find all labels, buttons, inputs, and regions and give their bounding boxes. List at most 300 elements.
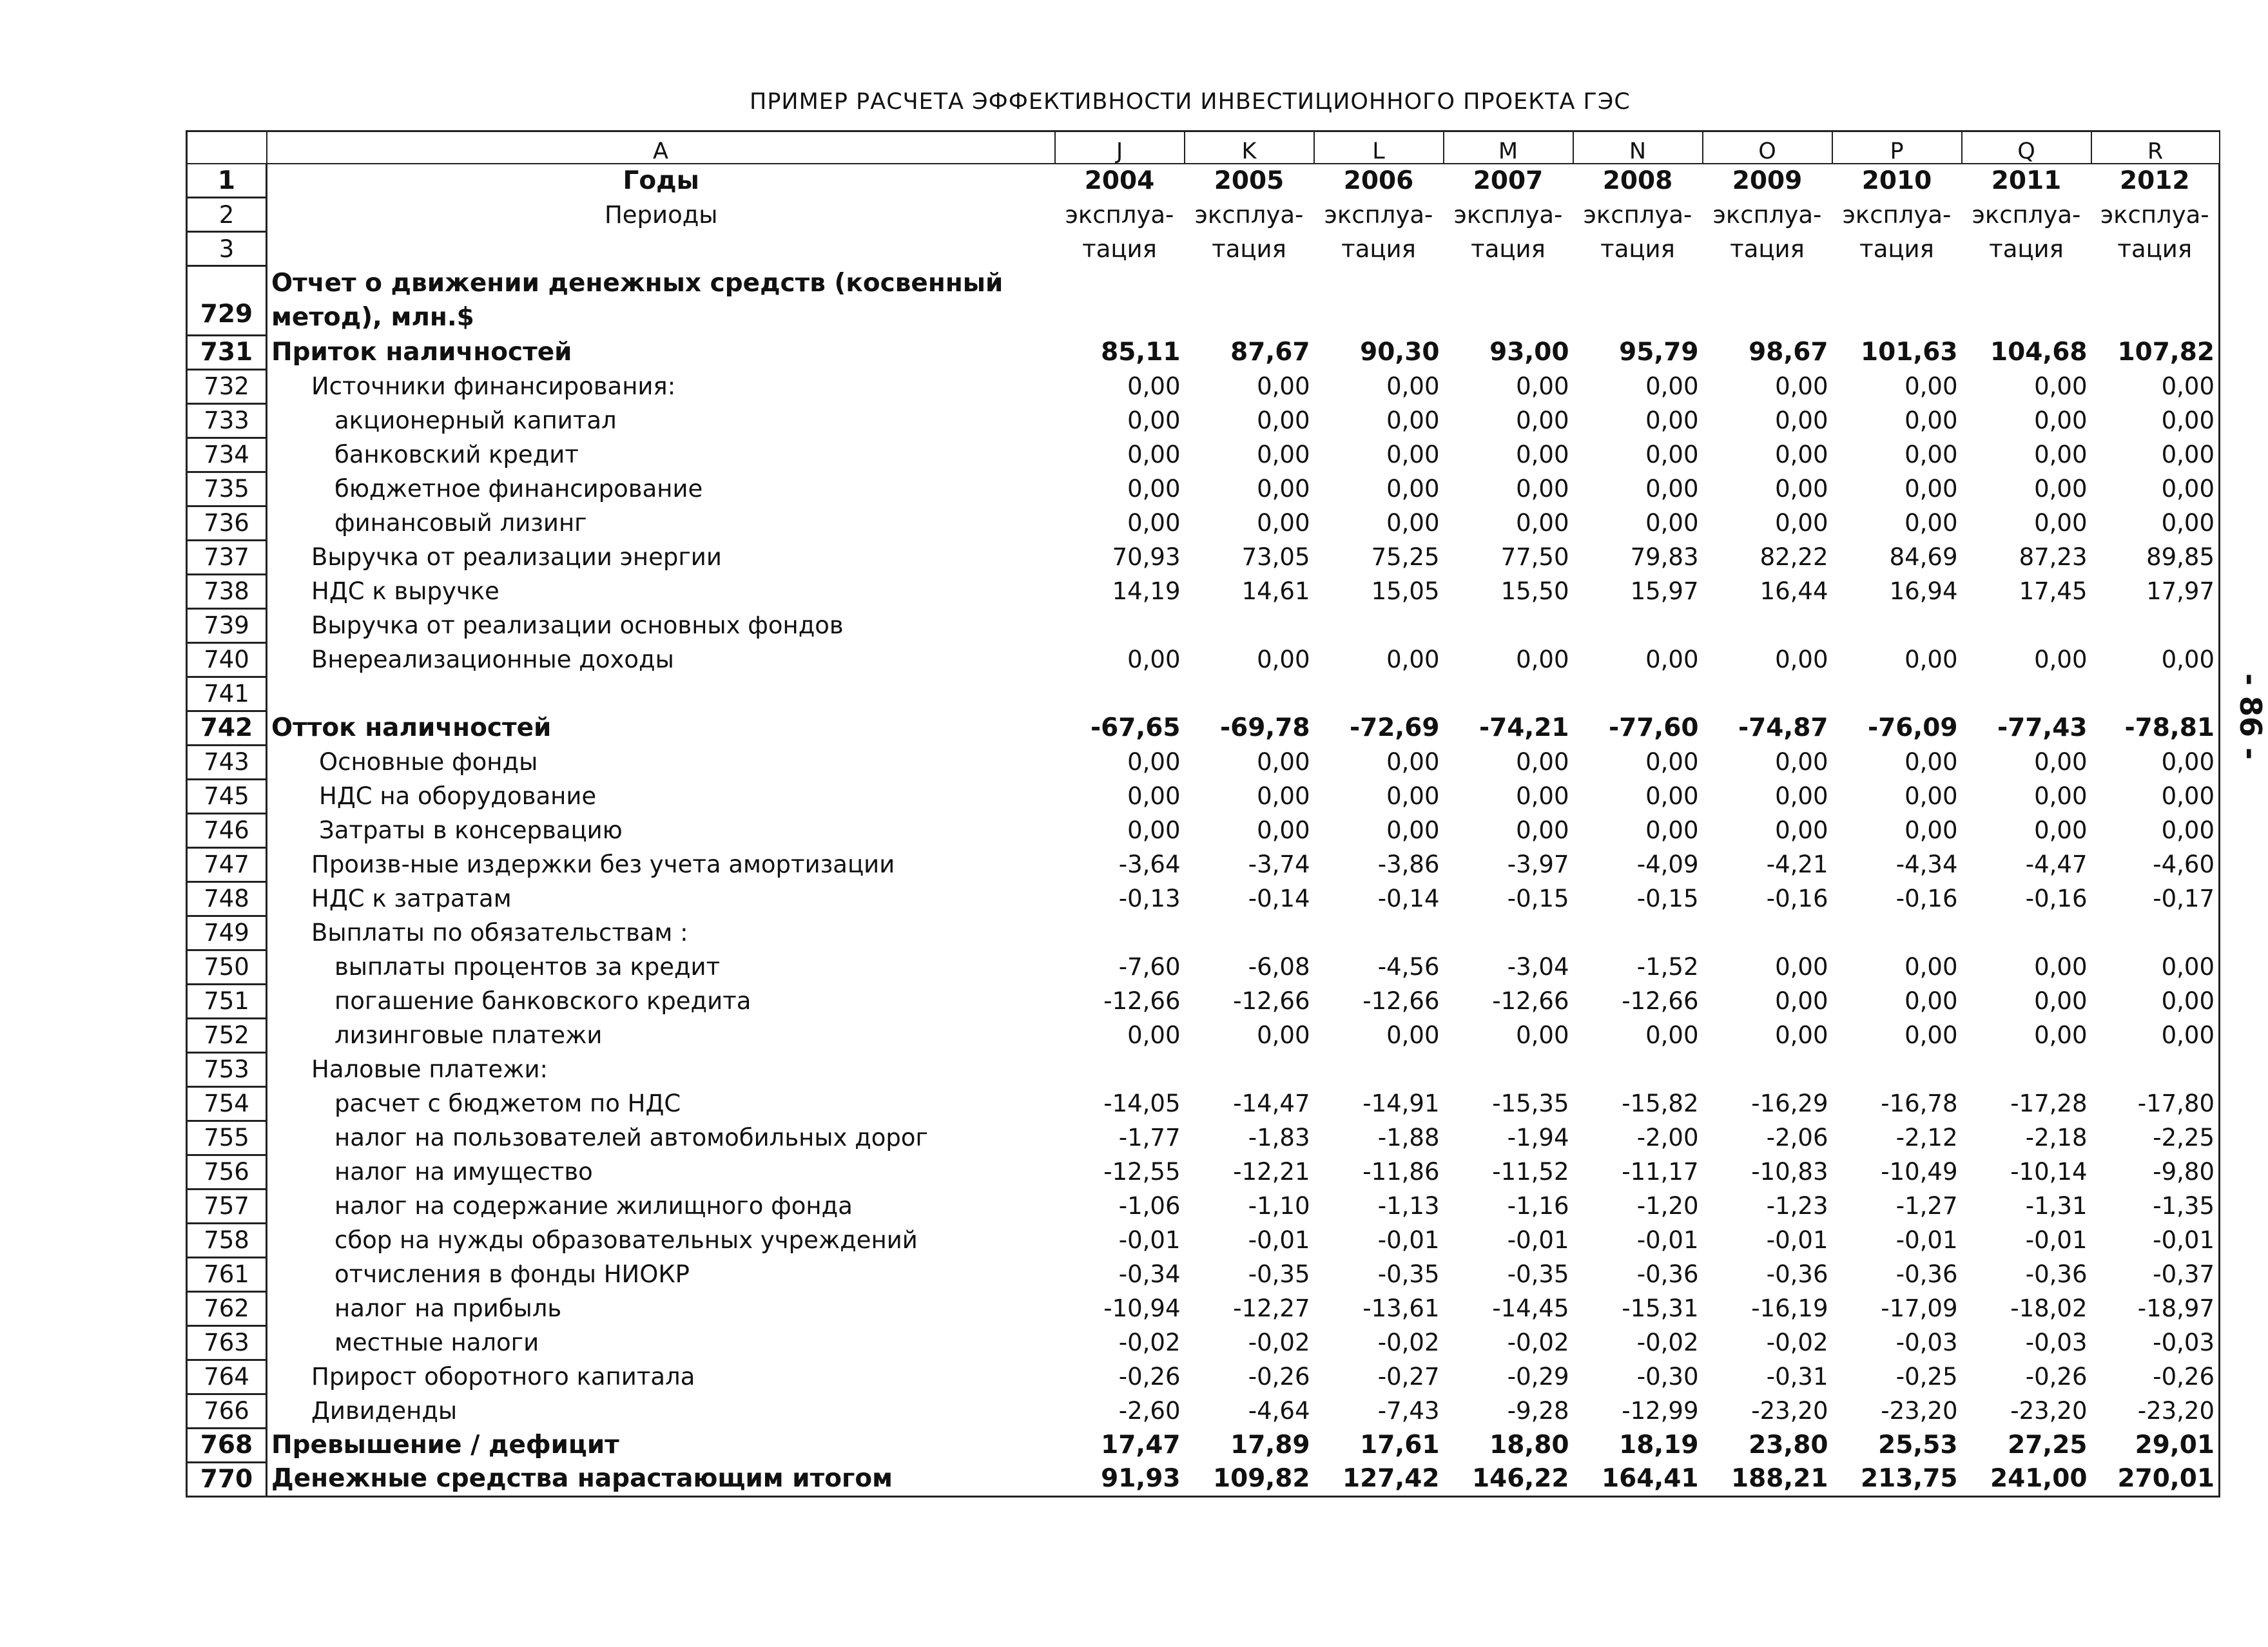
value-cell: 0,00 <box>2034 509 2088 537</box>
row-number: 729 <box>187 266 267 336</box>
table-row <box>187 1189 2220 1223</box>
value-cell: -1,27 <box>1895 1192 1958 1220</box>
row-label: лизинговые платежи <box>334 1021 603 1050</box>
value-cell: -0,01 <box>2025 1226 2088 1255</box>
value-cell: -12,66 <box>1103 987 1181 1016</box>
value-cell: 0,00 <box>1775 372 1828 401</box>
value-cell: -11,52 <box>1492 1158 1569 1186</box>
value-cell: 0,00 <box>1257 441 1310 469</box>
value-cell: 0,00 <box>2091 438 2220 472</box>
value-cell: -0,13 <box>1118 885 1181 913</box>
row-number: 733 <box>187 403 267 438</box>
value-cell: 0,00 <box>1516 372 1569 401</box>
value-cell: 0,00 <box>2034 748 2088 776</box>
value-cell: 127,42 <box>1314 1462 1444 1496</box>
table-row <box>187 1052 2220 1086</box>
row-number: 750 <box>187 950 267 984</box>
value-cell: 0,00 <box>1905 748 1958 776</box>
value-cell: -12,21 <box>1233 1158 1310 1186</box>
value-cell: 0,00 <box>2091 745 2220 779</box>
row-label: Денежные средства нарастающим итогом <box>267 1462 1055 1496</box>
table-row <box>187 403 2220 438</box>
value-cell: 0,00 <box>1905 372 1958 401</box>
table-row <box>187 916 2220 950</box>
value-cell: -11,86 <box>1362 1158 1440 1186</box>
row-number: 762 <box>187 1291 267 1325</box>
value-cell: -3,86 <box>1377 851 1440 879</box>
column-letters-row <box>187 131 2220 164</box>
value-cell: -23,20 <box>2091 1394 2220 1428</box>
table-row <box>187 574 2220 608</box>
row-number: 2 <box>187 198 267 232</box>
header-cell: эксплуа- <box>1583 200 1692 229</box>
value-cell: 0,00 <box>2034 475 2088 503</box>
row-number: 749 <box>187 916 267 950</box>
value-cell: 14,61 <box>1241 577 1310 606</box>
row-label: Отток наличностей <box>271 713 552 743</box>
value-cell: 0,00 <box>1775 475 1828 503</box>
value-cell: -16,29 <box>1751 1090 1828 1118</box>
row-label: банковский кредит <box>334 441 579 469</box>
row-label: отчисления в фонды НИОКР <box>334 1260 690 1289</box>
value-cell: 0,00 <box>1516 509 1569 537</box>
value-cell <box>1573 608 1703 642</box>
value-cell: -10,49 <box>1881 1158 1958 1186</box>
row-number: 763 <box>187 1325 267 1360</box>
value-cell: -12,66 <box>1622 987 1699 1016</box>
value-cell: 0,00 <box>2091 403 2220 438</box>
value-cell: -0,37 <box>2091 1257 2220 1291</box>
value-cell: 0,00 <box>1257 748 1310 776</box>
value-cell: 0,00 <box>1645 1021 1699 1050</box>
table-row <box>187 1086 2220 1121</box>
value-cell: -77,43 <box>1997 713 2088 743</box>
value-cell: -1,31 <box>2025 1192 2088 1220</box>
table-row <box>187 540 2220 574</box>
value-cell: 0,00 <box>1645 646 1699 674</box>
value-cell: 0,00 <box>1127 441 1181 469</box>
value-cell: 0,00 <box>2034 987 2088 1016</box>
value-cell: -23,20 <box>1751 1397 1828 1425</box>
row-number: 3 <box>187 232 267 266</box>
row-label: Дивиденды <box>311 1397 458 1425</box>
value-cell: -9,28 <box>1507 1397 1569 1425</box>
value-cell: 0,00 <box>1386 372 1440 401</box>
section-row <box>187 266 2220 336</box>
value-cell: -2,25 <box>2091 1121 2220 1155</box>
value-cell: -23,20 <box>1881 1397 1958 1425</box>
header-cell: тация <box>1082 235 1157 263</box>
header-cell: 2012 <box>2091 164 2220 198</box>
table-row <box>187 1291 2220 1325</box>
value-cell: 0,00 <box>1127 748 1181 776</box>
row-number: 740 <box>187 642 267 677</box>
value-cell: 0,00 <box>1257 475 1310 503</box>
value-cell: -1,77 <box>1118 1124 1181 1152</box>
value-cell: -0,01 <box>1377 1226 1440 1255</box>
row-number: 745 <box>187 779 267 813</box>
value-cell: -0,01 <box>1248 1226 1310 1255</box>
value-cell: 0,00 <box>1516 646 1569 674</box>
value-cell: 0,00 <box>1905 987 1958 1016</box>
value-cell: 87,23 <box>2019 543 2088 572</box>
value-cell: 17,61 <box>1360 1430 1440 1460</box>
value-cell: -76,09 <box>1867 713 1958 743</box>
row-label: Затраты в консервацию <box>319 816 623 845</box>
row-number: 768 <box>187 1428 267 1462</box>
value-cell: 0,00 <box>1127 782 1181 811</box>
value-cell: 0,00 <box>1645 748 1699 776</box>
row-label: Периоды <box>604 200 718 229</box>
value-cell: -12,55 <box>1103 1158 1181 1186</box>
value-cell: 0,00 <box>1905 816 1958 845</box>
row-label: налог на содержание жилищного фонда <box>334 1192 853 1220</box>
value-cell: 0,00 <box>1645 407 1699 435</box>
value-cell: -2,60 <box>1118 1397 1181 1425</box>
table-row <box>187 1223 2220 1257</box>
header-cell: эксплуа- <box>1972 200 2081 229</box>
value-cell <box>1314 916 1444 950</box>
value-cell: -4,34 <box>1895 851 1958 879</box>
column-letter: A <box>267 131 1055 164</box>
value-cell <box>2091 916 2220 950</box>
table-row <box>187 608 2220 642</box>
row-label: НДС к затратам <box>311 885 512 913</box>
value-cell: 0,00 <box>1516 748 1569 776</box>
value-cell: -10,83 <box>1751 1158 1828 1186</box>
row-label: финансовый лизинг <box>334 509 587 537</box>
value-cell: 0,00 <box>1127 509 1181 537</box>
value-cell: 87,67 <box>1230 338 1310 367</box>
value-cell: 0,00 <box>1127 407 1181 435</box>
value-cell: -0,36 <box>2025 1260 2088 1289</box>
value-cell: 0,00 <box>1775 646 1828 674</box>
value-cell <box>1832 677 1962 711</box>
value-cell: -14,45 <box>1492 1295 1569 1323</box>
value-cell: 16,94 <box>1889 577 1958 606</box>
row-label <box>267 677 1055 711</box>
column-letter: M <box>1444 131 1573 164</box>
value-cell: 93,00 <box>1489 338 1569 367</box>
value-cell: 0,00 <box>1516 441 1569 469</box>
value-cell: 0,00 <box>1516 816 1569 845</box>
value-cell: -77,60 <box>1608 713 1699 743</box>
value-cell: -0,36 <box>1636 1260 1699 1289</box>
row-label: погашение банковского кредита <box>334 987 751 1016</box>
value-cell: 0,00 <box>1645 441 1699 469</box>
value-cell: -0,14 <box>1248 885 1310 913</box>
row-label: бюджетное финансирование <box>334 475 703 503</box>
header-cell: 2006 <box>1343 166 1414 196</box>
row-number: 757 <box>187 1189 267 1223</box>
value-cell: 0,00 <box>1257 509 1310 537</box>
value-cell: 0,00 <box>2034 782 2088 811</box>
page-number: - 86 - <box>2233 673 2268 760</box>
header-cell: тация <box>1730 235 1805 263</box>
value-cell: -17,80 <box>2091 1086 2220 1121</box>
value-cell: -0,26 <box>2025 1363 2088 1391</box>
row-number: 732 <box>187 369 267 403</box>
header-cell: 2010 <box>1861 166 1932 196</box>
value-cell: -14,47 <box>1233 1090 1310 1118</box>
value-cell: -0,26 <box>1118 1363 1181 1391</box>
row-label: Приток наличностей <box>271 338 572 367</box>
value-cell: 0,00 <box>2091 779 2220 813</box>
corner-cell <box>187 131 267 164</box>
value-cell: 18,80 <box>1489 1430 1569 1460</box>
header-cell: эксплуа- <box>1194 200 1304 229</box>
row-number: 737 <box>187 540 267 574</box>
value-cell: -18,02 <box>2010 1295 2088 1323</box>
row-number: 753 <box>187 1052 267 1086</box>
value-cell: 29,01 <box>2091 1428 2220 1462</box>
value-cell: 0,00 <box>1645 509 1699 537</box>
table-row <box>187 1394 2220 1428</box>
row-label: расчет с бюджетом по НДС <box>334 1090 681 1118</box>
value-cell: -2,06 <box>1766 1124 1828 1152</box>
value-cell: 0,00 <box>1386 816 1440 845</box>
row-label: Годы <box>623 166 699 196</box>
header-cell: тация <box>2091 232 2220 266</box>
row-label: Наловые платежи: <box>311 1055 548 1084</box>
value-cell: -0,35 <box>1377 1260 1440 1289</box>
row-number: 742 <box>187 711 267 745</box>
cash-flow-table <box>186 130 2220 1498</box>
value-cell: 79,83 <box>1630 543 1699 572</box>
column-letter: P <box>1832 131 1962 164</box>
value-cell <box>1444 608 1573 642</box>
value-cell: -74,21 <box>1478 713 1569 743</box>
value-cell: -3,97 <box>1507 851 1569 879</box>
header-cell: тация <box>1341 235 1416 263</box>
value-cell: 91,93 <box>1055 1462 1185 1496</box>
value-cell: 25,53 <box>1878 1430 1958 1460</box>
value-cell: -0,34 <box>1118 1260 1181 1289</box>
header-cell: тация <box>1989 235 2064 263</box>
value-cell: 0,00 <box>1516 475 1569 503</box>
value-cell: -0,03 <box>1895 1329 1958 1357</box>
table-row <box>187 1462 2220 1496</box>
value-cell: 14,19 <box>1112 577 1181 606</box>
row-number: 755 <box>187 1121 267 1155</box>
value-cell: 0,00 <box>1775 1021 1828 1050</box>
value-cell: 75,25 <box>1371 543 1440 572</box>
row-label <box>267 232 1055 266</box>
table-row <box>187 506 2220 540</box>
value-cell: 0,00 <box>1386 407 1440 435</box>
row-number: 741 <box>187 677 267 711</box>
value-cell <box>1055 677 1185 711</box>
row-label: Выручка от реализации основных фондов <box>311 612 844 640</box>
value-cell: -0,01 <box>1636 1226 1699 1255</box>
value-cell: -0,26 <box>1248 1363 1310 1391</box>
value-cell <box>1314 677 1444 711</box>
value-cell <box>2091 608 2220 642</box>
row-label: сбор на нужды образовательных учреждений <box>334 1226 918 1255</box>
value-cell: -0,03 <box>2025 1329 2088 1357</box>
value-cell: 0,00 <box>1257 816 1310 845</box>
value-cell: -1,83 <box>1248 1124 1310 1152</box>
value-cell: 15,05 <box>1371 577 1440 606</box>
value-cell: 0,00 <box>1257 372 1310 401</box>
value-cell: -1,94 <box>1507 1124 1569 1152</box>
value-cell: -0,02 <box>1377 1329 1440 1357</box>
value-cell: -3,04 <box>1507 953 1569 981</box>
value-cell: 0,00 <box>1127 646 1181 674</box>
value-cell: 85,11 <box>1101 338 1181 367</box>
column-letter: O <box>1703 131 1832 164</box>
value-cell: -74,87 <box>1738 713 1828 743</box>
row-number: 770 <box>187 1462 267 1496</box>
value-cell <box>1314 608 1444 642</box>
value-cell: 213,75 <box>1832 1462 1962 1496</box>
value-cell: 77,50 <box>1500 543 1569 572</box>
value-cell: 89,85 <box>2091 540 2220 574</box>
row-label: Источники финансирования: <box>311 372 676 401</box>
value-cell: -1,20 <box>1636 1192 1699 1220</box>
value-cell: 0,00 <box>1386 646 1440 674</box>
value-cell: -4,56 <box>1377 953 1440 981</box>
value-cell: -10,14 <box>2010 1158 2088 1186</box>
value-cell: -0,27 <box>1377 1363 1440 1391</box>
value-cell: -12,66 <box>1233 987 1310 1016</box>
table-row <box>187 1018 2220 1052</box>
value-cell: 0,00 <box>1127 816 1181 845</box>
value-cell: 0,00 <box>2091 1018 2220 1052</box>
value-cell: 0,00 <box>1905 1021 1958 1050</box>
value-cell: -1,23 <box>1766 1192 1828 1220</box>
value-cell: -18,97 <box>2091 1291 2220 1325</box>
value-cell: 188,21 <box>1703 1462 1832 1496</box>
value-cell: 95,79 <box>1619 338 1699 367</box>
row-number: 746 <box>187 813 267 847</box>
row-label: Превышение / дефицит <box>271 1430 619 1460</box>
value-cell <box>1573 677 1703 711</box>
row-label: налог на пользователей автомобильных дорог <box>334 1124 928 1152</box>
value-cell: 17,89 <box>1230 1430 1310 1460</box>
value-cell: 0,00 <box>1645 475 1699 503</box>
value-cell: 70,93 <box>1112 543 1181 572</box>
value-cell <box>1185 916 1314 950</box>
value-cell: 0,00 <box>2091 472 2220 506</box>
value-cell <box>1444 677 1573 711</box>
table-row <box>187 1155 2220 1189</box>
value-cell <box>1832 608 1962 642</box>
value-cell: 0,00 <box>1386 1021 1440 1050</box>
header-cell: тация <box>1471 235 1546 263</box>
header-row <box>187 232 2220 266</box>
value-cell: 0,00 <box>1775 441 1828 469</box>
value-cell: 98,67 <box>1749 338 1828 367</box>
value-cell: 270,01 <box>2091 1462 2220 1496</box>
value-cell: -0,35 <box>1248 1260 1310 1289</box>
table-row <box>187 950 2220 984</box>
column-letter: N <box>1573 131 1703 164</box>
value-cell: -4,60 <box>2091 847 2220 881</box>
table-row <box>187 1257 2220 1291</box>
value-cell: 0,00 <box>1775 953 1828 981</box>
row-label: Выплаты по обязательствам : <box>311 919 688 947</box>
row-number: 734 <box>187 438 267 472</box>
value-cell: -0,02 <box>1507 1329 1569 1357</box>
value-cell: 0,00 <box>1257 782 1310 811</box>
value-cell: 82,22 <box>1759 543 1828 572</box>
value-cell: 27,25 <box>2008 1430 2088 1460</box>
value-cell: 84,69 <box>1889 543 1958 572</box>
value-cell: 90,30 <box>1360 338 1440 367</box>
page-title: ПРИМЕР РАСЧЕТА ЭФФЕКТИВНОСТИ ИНВЕСТИЦИОННОГО ПРОЕКТА ГЭС <box>750 89 1631 115</box>
value-cell: 101,63 <box>1861 338 1958 367</box>
value-cell: -7,60 <box>1118 953 1181 981</box>
row-label: местные налоги <box>334 1329 539 1357</box>
value-cell <box>1055 916 1185 950</box>
table-row <box>187 472 2220 506</box>
value-cell <box>1444 916 1573 950</box>
value-cell: 0,00 <box>1775 782 1828 811</box>
value-cell <box>1832 1052 1962 1086</box>
row-label: НДС к выручке <box>311 577 499 606</box>
value-cell: -12,66 <box>1492 987 1569 1016</box>
value-cell <box>1055 608 1185 642</box>
value-cell: -67,65 <box>1090 713 1181 743</box>
value-cell: 0,00 <box>1257 407 1310 435</box>
value-cell: -0,15 <box>1507 885 1569 913</box>
value-cell: -15,35 <box>1492 1090 1569 1118</box>
column-letter: J <box>1055 131 1185 164</box>
row-number: 735 <box>187 472 267 506</box>
value-cell <box>1962 916 2091 950</box>
row-number: 754 <box>187 1086 267 1121</box>
column-letter: R <box>2091 131 2220 164</box>
value-cell: -4,47 <box>2025 851 2088 879</box>
header-row <box>187 198 2220 232</box>
value-cell <box>2091 677 2220 711</box>
value-cell: 0,00 <box>1386 475 1440 503</box>
header-cell: 2009 <box>1732 166 1803 196</box>
value-cell: 0,00 <box>1127 1021 1181 1050</box>
value-cell: 0,00 <box>2034 372 2088 401</box>
row-label: Произв-ные издержки без учета амортизации <box>311 851 895 879</box>
row-label: НДС на оборудование <box>319 782 597 811</box>
table-row <box>187 1428 2220 1462</box>
value-cell <box>1703 916 1832 950</box>
value-cell: 0,00 <box>2034 407 2088 435</box>
value-cell: 0,00 <box>2091 813 2220 847</box>
value-cell: 0,00 <box>1386 509 1440 537</box>
value-cell: -0,16 <box>2025 885 2088 913</box>
value-cell: -0,14 <box>1377 885 1440 913</box>
value-cell <box>1185 677 1314 711</box>
value-cell: -15,31 <box>1622 1295 1699 1323</box>
header-cell: эксплуа- <box>1324 200 1433 229</box>
value-cell <box>1703 608 1832 642</box>
table-row <box>187 677 2220 711</box>
value-cell: -9,80 <box>2091 1155 2220 1189</box>
value-cell: 0,00 <box>1905 646 1958 674</box>
value-cell: -0,01 <box>1507 1226 1569 1255</box>
value-cell: 17,45 <box>2019 577 2088 606</box>
value-cell: -0,15 <box>1636 885 1699 913</box>
value-cell: 15,50 <box>1500 577 1569 606</box>
value-cell: -15,82 <box>1622 1090 1699 1118</box>
row-number: 766 <box>187 1394 267 1428</box>
value-cell: 0,00 <box>2091 984 2220 1018</box>
header-cell: 2008 <box>1602 166 1673 196</box>
value-cell: 0,00 <box>1257 1021 1310 1050</box>
value-cell <box>1962 677 2091 711</box>
value-cell: 0,00 <box>1775 509 1828 537</box>
table-row <box>187 438 2220 472</box>
